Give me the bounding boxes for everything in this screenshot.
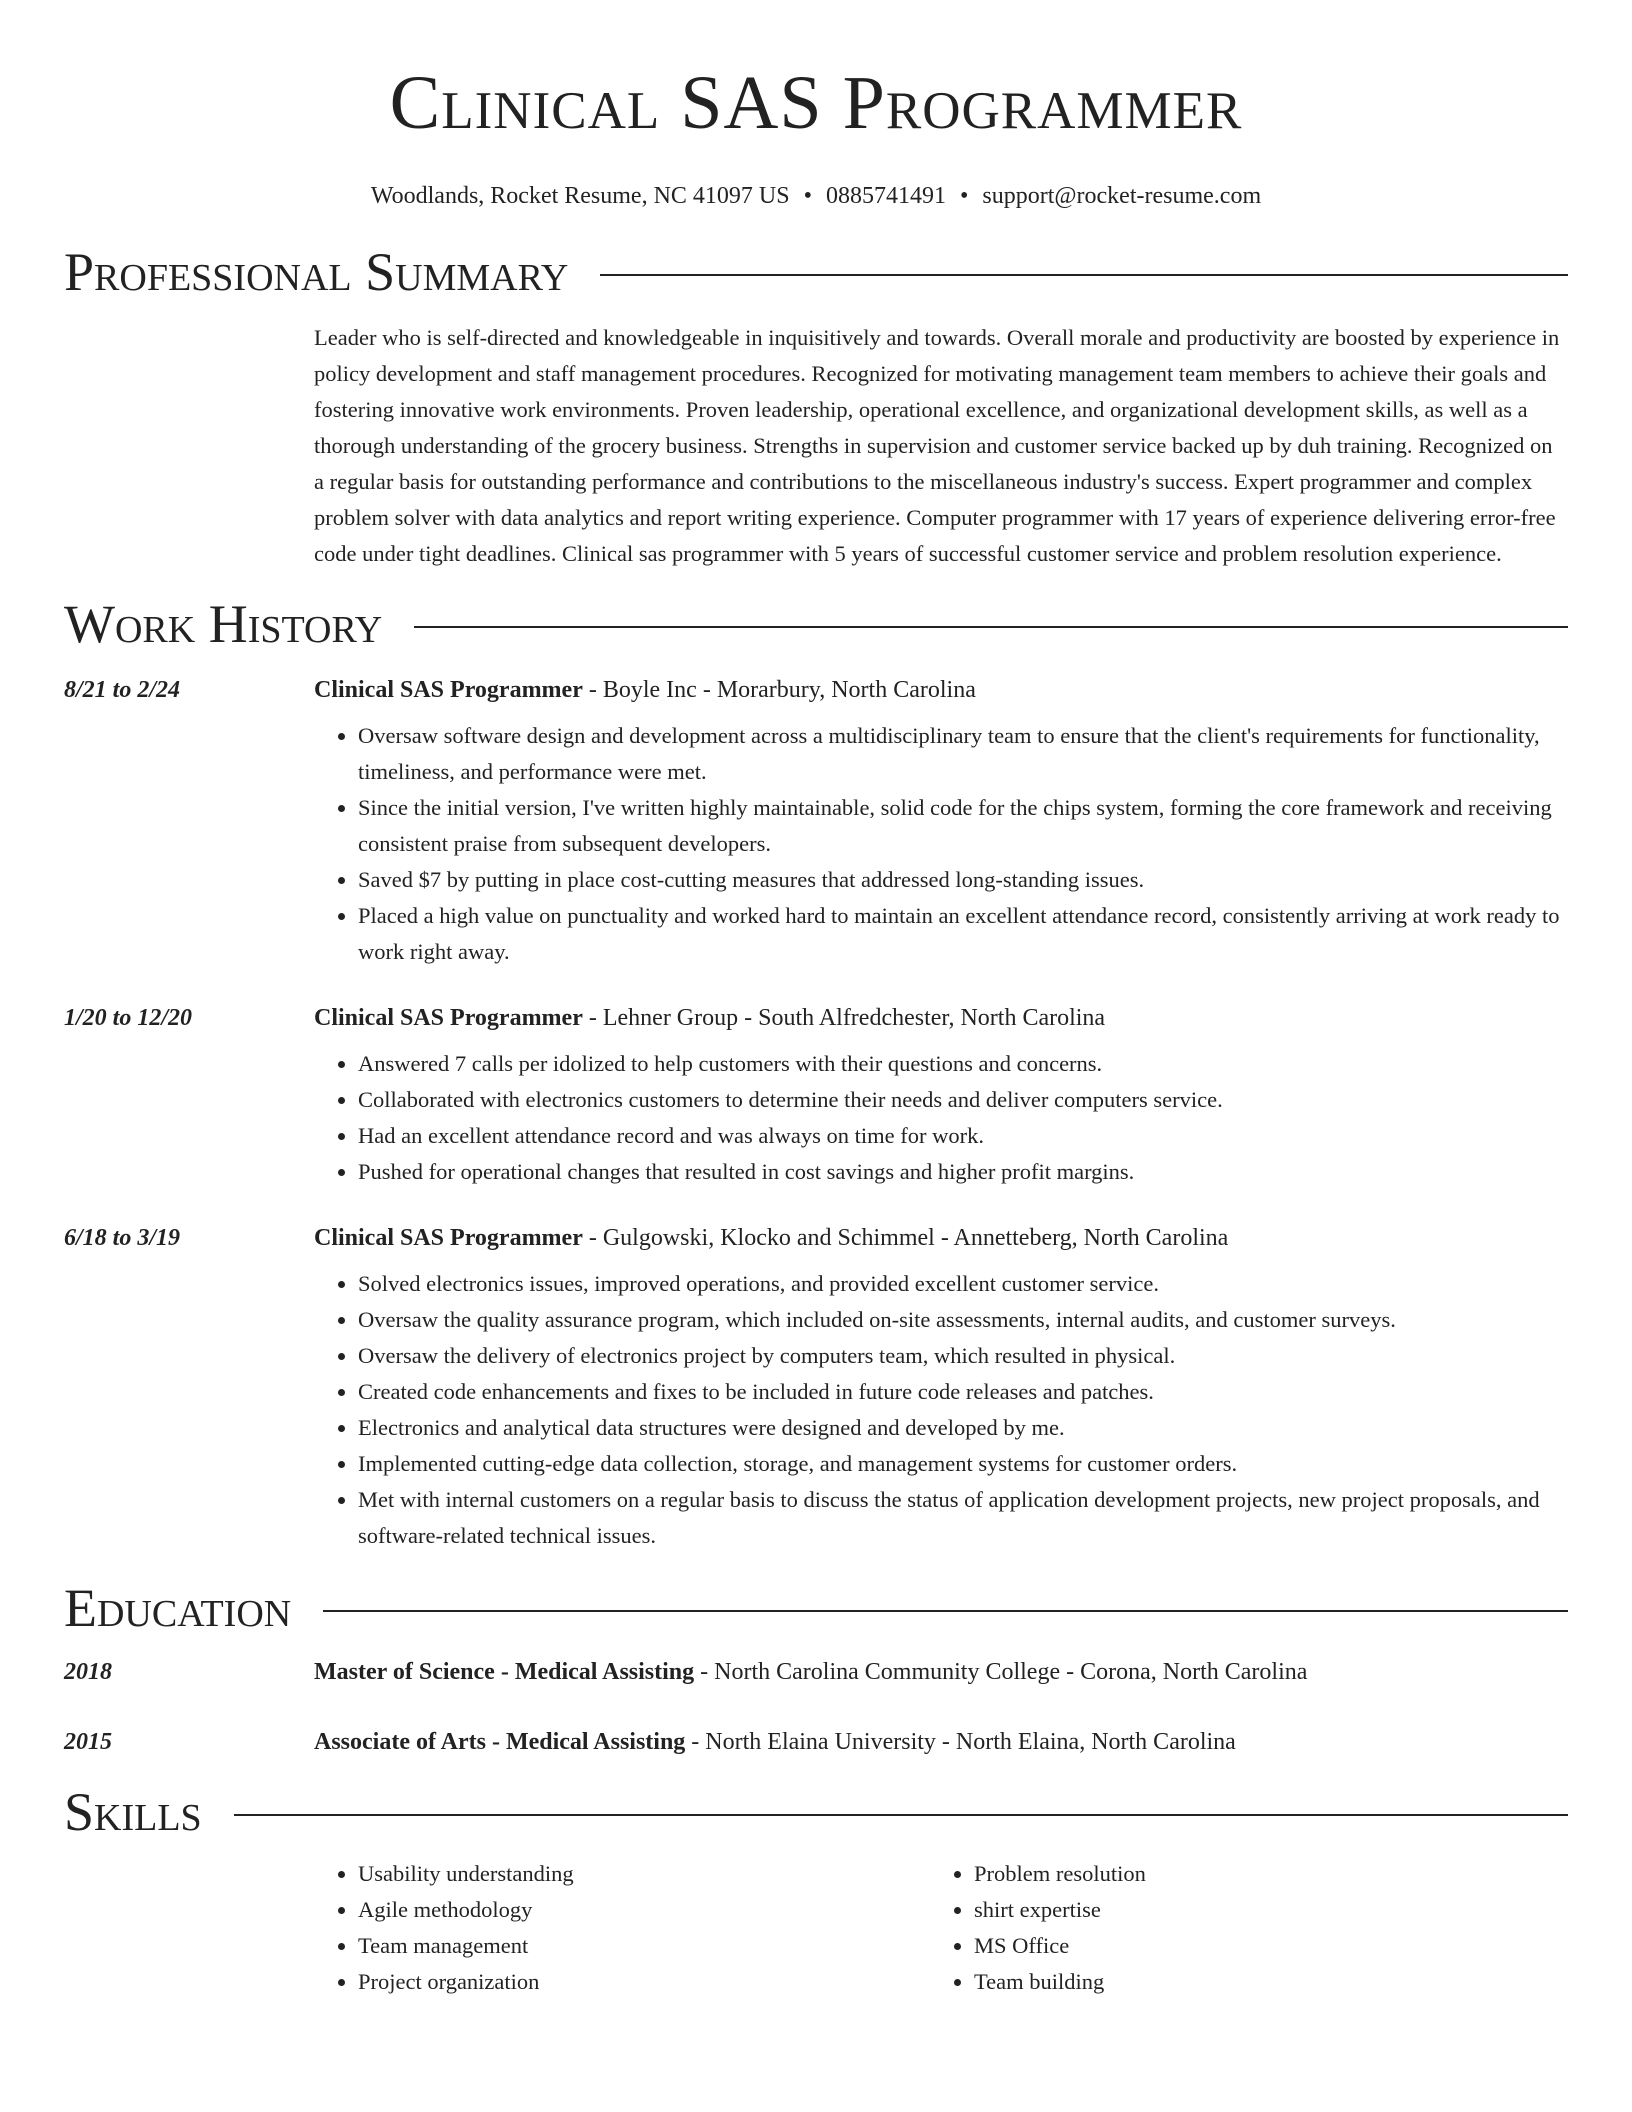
job-bullet: • Oversaw software design and development across a multidisciplinary team to ensure that the client's requirements for functionality, timeliness, and performance were met.	[358, 718, 1568, 790]
education-body	[314, 1726, 1568, 1758]
education-title-line	[314, 1726, 1568, 1758]
job-bullet: • Oversaw the quality assurance program, which included on-site assessments, internal audits, and customer surveys.	[358, 1302, 1568, 1338]
job-employer: - Gulgowski, Klocko and Schimmel - Annetteberg, North Carolina	[582, 1225, 1229, 1251]
job-bullet: • Answered 7 calls per idolized to help customers with their questions and concerns.	[358, 1046, 1568, 1082]
section-rule	[323, 1610, 1568, 1612]
skills-heading	[64, 1782, 1568, 1842]
education-heading-text: Education	[64, 1578, 292, 1638]
summary-heading-text: Professional Summary	[64, 242, 569, 302]
contact-address: Woodlands, Rocket Resume, NC 41097 US	[370, 183, 790, 209]
job-entry	[64, 1002, 1568, 1190]
job-title: Clinical SAS Programmer	[314, 1225, 583, 1251]
skill-item: • Team management	[358, 1928, 930, 1964]
education-date: 2018	[64, 1659, 112, 1685]
job-bullet: • Implemented cutting-edge data collection, storage, and management systems for customer orders.	[358, 1446, 1568, 1482]
contact-phone: 0885741491	[826, 183, 947, 209]
candidate-name: Clinical SAS Programmer	[389, 61, 1243, 145]
job-employer: - Lehner Group - South Alfredchester, North Carolina	[582, 1005, 1106, 1031]
skills-column-left	[314, 1856, 930, 2000]
skill-item: • MS Office	[974, 1928, 1546, 1964]
job-title: Clinical SAS Programmer	[314, 677, 583, 703]
skill-item: • Project organization	[358, 1964, 930, 2000]
contact-email: support@rocket-resume.com	[982, 183, 1262, 209]
job-title: Clinical SAS Programmer	[314, 1005, 583, 1031]
job-bullet: • Since the initial version, I've written highly maintainable, solid code for the chips system, forming the core framework and receiving consistent praise from subsequent developers.	[358, 790, 1568, 862]
job-bullet: • Created code enhancements and fixes to be included in future code releases and patches.	[358, 1374, 1568, 1410]
section-rule	[600, 274, 1568, 276]
job-bullet: • Electronics and analytical data structures were designed and developed by me.	[358, 1410, 1568, 1446]
job-bullets	[314, 718, 1568, 970]
work-history-heading	[64, 594, 1568, 654]
job-entry	[64, 674, 1568, 970]
skill-item: • Team building	[974, 1964, 1546, 2000]
section-rule	[234, 1814, 1568, 1816]
skill-item: • Problem resolution	[974, 1856, 1546, 1892]
education-date: 2015	[64, 1729, 112, 1755]
contact-line	[64, 180, 1568, 212]
job-date: 8/21 to 2/24	[64, 677, 181, 703]
education-school: - North Elaina University - North Elaina, North Carolina	[685, 1729, 1236, 1755]
job-employer: - Boyle Inc - Morarbury, North Carolina	[582, 677, 976, 703]
job-body	[314, 1222, 1568, 1554]
job-bullet: • Had an excellent attendance record and was always on time for work.	[358, 1118, 1568, 1154]
summary-heading	[64, 242, 1568, 302]
education-degree: Master of Science - Medical Assisting	[314, 1659, 695, 1685]
education-degree: Associate of Arts - Medical Assisting	[314, 1729, 686, 1755]
contact-separator: •	[803, 183, 813, 209]
job-bullets	[314, 1266, 1568, 1554]
job-body	[314, 1002, 1568, 1190]
summary-text: Leader who is self-directed and knowledgeable in inquisitively and towards. Overall morale and productivity are boosted by experience in policy development and staff management procedures. Recognized for motivating management team members to achieve their goals and fostering innovative work environments. Proven leadership, operational excellence, and organizational development skills, as well as a thorough understanding of the grocery business. Strengths in supervision and customer service backed up by duh training. Recognized on a regular basis for outstanding performance and contributions to the miscellaneous industry's success. Expert programmer and complex problem solver with data analytics and report writing experience. Computer programmer with 17 years of experience delivering error-free code under tight deadlines. Clinical sas programmer with 5 years of successful customer service and problem resolution experience.	[314, 325, 1560, 566]
work-history-heading-text: Work History	[64, 594, 383, 654]
skills-list	[314, 1856, 1568, 2000]
job-bullets	[314, 1046, 1568, 1190]
job-bullet: • Saved $7 by putting in place cost-cutting measures that addressed long-standing issues.	[358, 862, 1568, 898]
education-school: - North Carolina Community College - Corona, North Carolina	[694, 1659, 1308, 1685]
job-date: 6/18 to 3/19	[64, 1225, 181, 1251]
education-title-line	[314, 1656, 1568, 1688]
contact-separator: •	[960, 183, 969, 209]
job-title-line	[314, 674, 1568, 706]
job-title-line	[314, 1222, 1568, 1254]
education-entry	[64, 1726, 1568, 1758]
job-bullet: • Oversaw the delivery of electronics project by computers team, which resulted in physical.	[358, 1338, 1568, 1374]
skills-column-right	[930, 1856, 1546, 2000]
job-bullet: • Placed a high value on punctuality and worked hard to maintain an excellent attendance record, consistently arriving at work ready to work right away.	[358, 898, 1568, 970]
job-bullet: • Met with internal customers on a regular basis to discuss the status of application development projects, new project proposals, and software-related technical issues.	[358, 1482, 1568, 1554]
education-body	[314, 1656, 1568, 1688]
skills-heading-text: Skills	[64, 1782, 202, 1842]
job-body	[314, 674, 1568, 970]
skill-item: • shirt expertise	[974, 1892, 1546, 1928]
skill-item: • Agile methodology	[358, 1892, 930, 1928]
job-title-line	[314, 1002, 1568, 1034]
job-bullet: • Collaborated with electronics customers to determine their needs and deliver computers service.	[358, 1082, 1568, 1118]
job-entry	[64, 1222, 1568, 1554]
job-date: 1/20 to 12/20	[64, 1005, 193, 1031]
job-bullet: • Pushed for operational changes that resulted in cost savings and higher profit margins.	[358, 1154, 1568, 1190]
section-rule	[414, 626, 1568, 628]
education-entry	[64, 1656, 1568, 1688]
education-heading	[64, 1578, 1568, 1638]
skill-item: • Usability understanding	[358, 1856, 930, 1892]
job-bullet: • Solved electronics issues, improved operations, and provided excellent customer service.	[358, 1266, 1568, 1302]
